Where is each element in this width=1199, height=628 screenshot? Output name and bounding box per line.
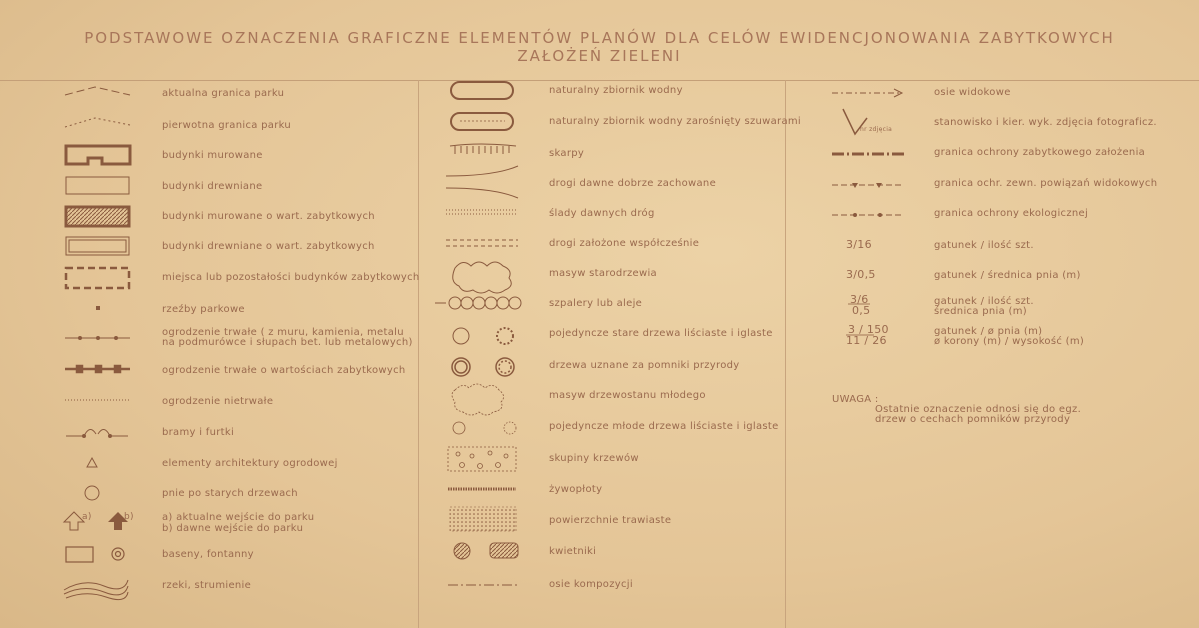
page-subtitle: ZAŁOŻEŃ ZIELENI — [517, 47, 682, 65]
photo-number-label: nr zdjęcia — [860, 126, 893, 133]
alley-symbol — [435, 297, 521, 309]
park-boundary-current-symbol — [65, 87, 130, 95]
historic-masonry-building-symbol — [66, 207, 129, 226]
shrub-groups-symbol — [448, 447, 516, 471]
legend-label: ø korony (m) / wysokość (m) — [934, 336, 1085, 347]
view-axis-arrow-icon — [832, 89, 902, 97]
code-label: 0,5 — [852, 304, 871, 317]
code-label: 3/16 — [846, 238, 872, 251]
legend-label: ogrodzenie trwałe o wartościach zabytkowych — [162, 365, 406, 376]
legend-label: średnica pnia (m) — [934, 306, 1027, 317]
ecological-protection-boundary-symbol — [832, 213, 904, 217]
legend-label: baseny, fontanny — [162, 549, 254, 560]
code-label: 3/6 — [850, 293, 869, 306]
park-entrance-arrows-icon — [64, 512, 128, 530]
legend-label: rzeki, strumienie — [162, 580, 252, 591]
legend-label: gatunek / średnica pnia (m) — [934, 270, 1081, 281]
legend-label: granica ochr. zewn. powiązań widokowych — [934, 178, 1158, 189]
legend-label: ogrodzenie trwałe ( z muru, kamienia, metalu — [162, 327, 404, 338]
old-single-trees-symbol — [453, 328, 513, 344]
sculpture-symbol — [96, 306, 100, 310]
legend-label: gatunek / ilość szt. — [934, 296, 1034, 307]
code-label: 3 / 150 — [848, 323, 889, 336]
legend-label: osie widokowe — [934, 87, 1011, 98]
old-tree-massif-symbol — [453, 262, 512, 293]
park-boundary-original-symbol — [65, 118, 130, 127]
legend-label: pnie po starych drzewach — [162, 488, 298, 499]
note-line: drzew o cechach pomników przyrody — [875, 414, 1071, 425]
legend-label: ślady dawnych dróg — [549, 208, 655, 219]
fountain-pool-symbol — [66, 547, 124, 562]
legend-label: pojedyncze młode drzewa liściaste i iglaste — [549, 421, 779, 432]
legend-label: skarpy — [549, 148, 585, 159]
legend-label: budynki drewniane — [162, 181, 263, 192]
code-label: 11 / 26 — [846, 334, 887, 347]
legend-label: powierzchnie trawiaste — [549, 515, 672, 526]
building-remains-symbol — [66, 268, 129, 288]
legend-label: szpalery lub aleje — [549, 298, 643, 309]
legend-label: drogi założone współcześnie — [549, 238, 700, 249]
masonry-building-symbol — [66, 146, 130, 164]
historic-fence-symbol — [65, 366, 130, 372]
legend-label: rzeźby parkowe — [162, 304, 245, 315]
code-label: 3/0,5 — [846, 268, 876, 281]
legend-label: pierwotna granica parku — [162, 120, 292, 131]
legend-label: drogi dawne dobrze zachowane — [549, 178, 717, 189]
note-heading: UWAGA : — [832, 394, 879, 405]
nature-monument-trees-symbol — [452, 358, 514, 376]
wooden-building-symbol — [66, 177, 129, 194]
gate-symbol — [66, 429, 128, 437]
legend-label: kwietniki — [549, 546, 597, 557]
old-tree-stump-symbol — [85, 486, 99, 500]
modern-road-symbol — [446, 240, 518, 246]
legend-label: osie kompozycji — [549, 579, 633, 590]
legend-label: b) dawne wejście do parku — [162, 523, 304, 534]
legend-label: granica ochrony ekologicznej — [934, 208, 1089, 219]
legend-label: budynki drewniane o wart. zabytkowych — [162, 241, 375, 252]
legend-label: stanowisko i kier. wyk. zdjęcia fotograficz. — [934, 117, 1157, 128]
legend-label: granica ochrony zabytkowego założenia — [934, 147, 1146, 158]
legend-label: masyw drzewostanu młodego — [549, 390, 706, 401]
legend-label: budynki murowane — [162, 150, 263, 161]
legend-label: skupiny krzewów — [549, 453, 639, 464]
legend-label: pojedyncze stare drzewa liściaste i iglaste — [549, 328, 773, 339]
legend-label: gatunek / ilość szt. — [934, 240, 1034, 251]
slope-symbol — [450, 144, 516, 154]
legend-label: naturalny zbiornik wodny zarośnięty szuwarami — [549, 116, 802, 127]
mark-a: a) — [82, 512, 92, 522]
mark-b: b) — [124, 512, 134, 522]
view-protection-boundary-symbol — [832, 183, 904, 188]
historic-wooden-building-symbol — [66, 237, 129, 255]
stream-symbol — [64, 580, 128, 600]
permanent-fence-symbol — [65, 337, 130, 340]
old-road-symbol — [446, 166, 518, 198]
legend-label: a) aktualne wejście do parku — [162, 512, 315, 523]
flowerbed-symbol — [454, 543, 518, 559]
lawn-symbol — [450, 507, 516, 531]
legend-label: bramy i furtki — [162, 427, 235, 438]
overgrown-pond-symbol — [451, 113, 513, 130]
natural-pond-symbol — [451, 82, 513, 99]
legend-label: na podmurówce i słupach bet. lub metalowych) — [162, 337, 413, 348]
garden-architecture-triangle-icon — [87, 458, 97, 467]
legend-label: gatunek / ø pnia (m) — [934, 326, 1043, 337]
page-title: PODSTAWOWE OZNACZENIA GRAFICZNE ELEMENTÓW PLANÓW DLA CELÓW EWIDENCJONOWANIA ZABYTKOWYCH — [84, 29, 1115, 47]
road-traces-symbol — [446, 210, 518, 214]
legend-label: budynki murowane o wart. zabytkowych — [162, 211, 375, 222]
note-line: Ostatnie oznaczenie odnosi się do egz. — [875, 404, 1082, 415]
legend-label: miejsca lub pozostałości budynków zabytkowych — [162, 272, 420, 283]
young-single-trees-symbol — [453, 422, 516, 434]
legend-label: ogrodzenie nietrwałe — [162, 396, 274, 407]
legend-label: elementy architektury ogrodowej — [162, 458, 338, 469]
legend-label: aktualna granica parku — [162, 88, 285, 99]
legend-label: naturalny zbiornik wodny — [549, 85, 683, 96]
legend-label: masyw starodrzewia — [549, 268, 657, 279]
young-tree-massif-symbol — [452, 384, 504, 415]
legend-label: żywopłoty — [549, 484, 603, 495]
legend-label: drzewa uznane za pomniki przyrody — [549, 360, 740, 371]
